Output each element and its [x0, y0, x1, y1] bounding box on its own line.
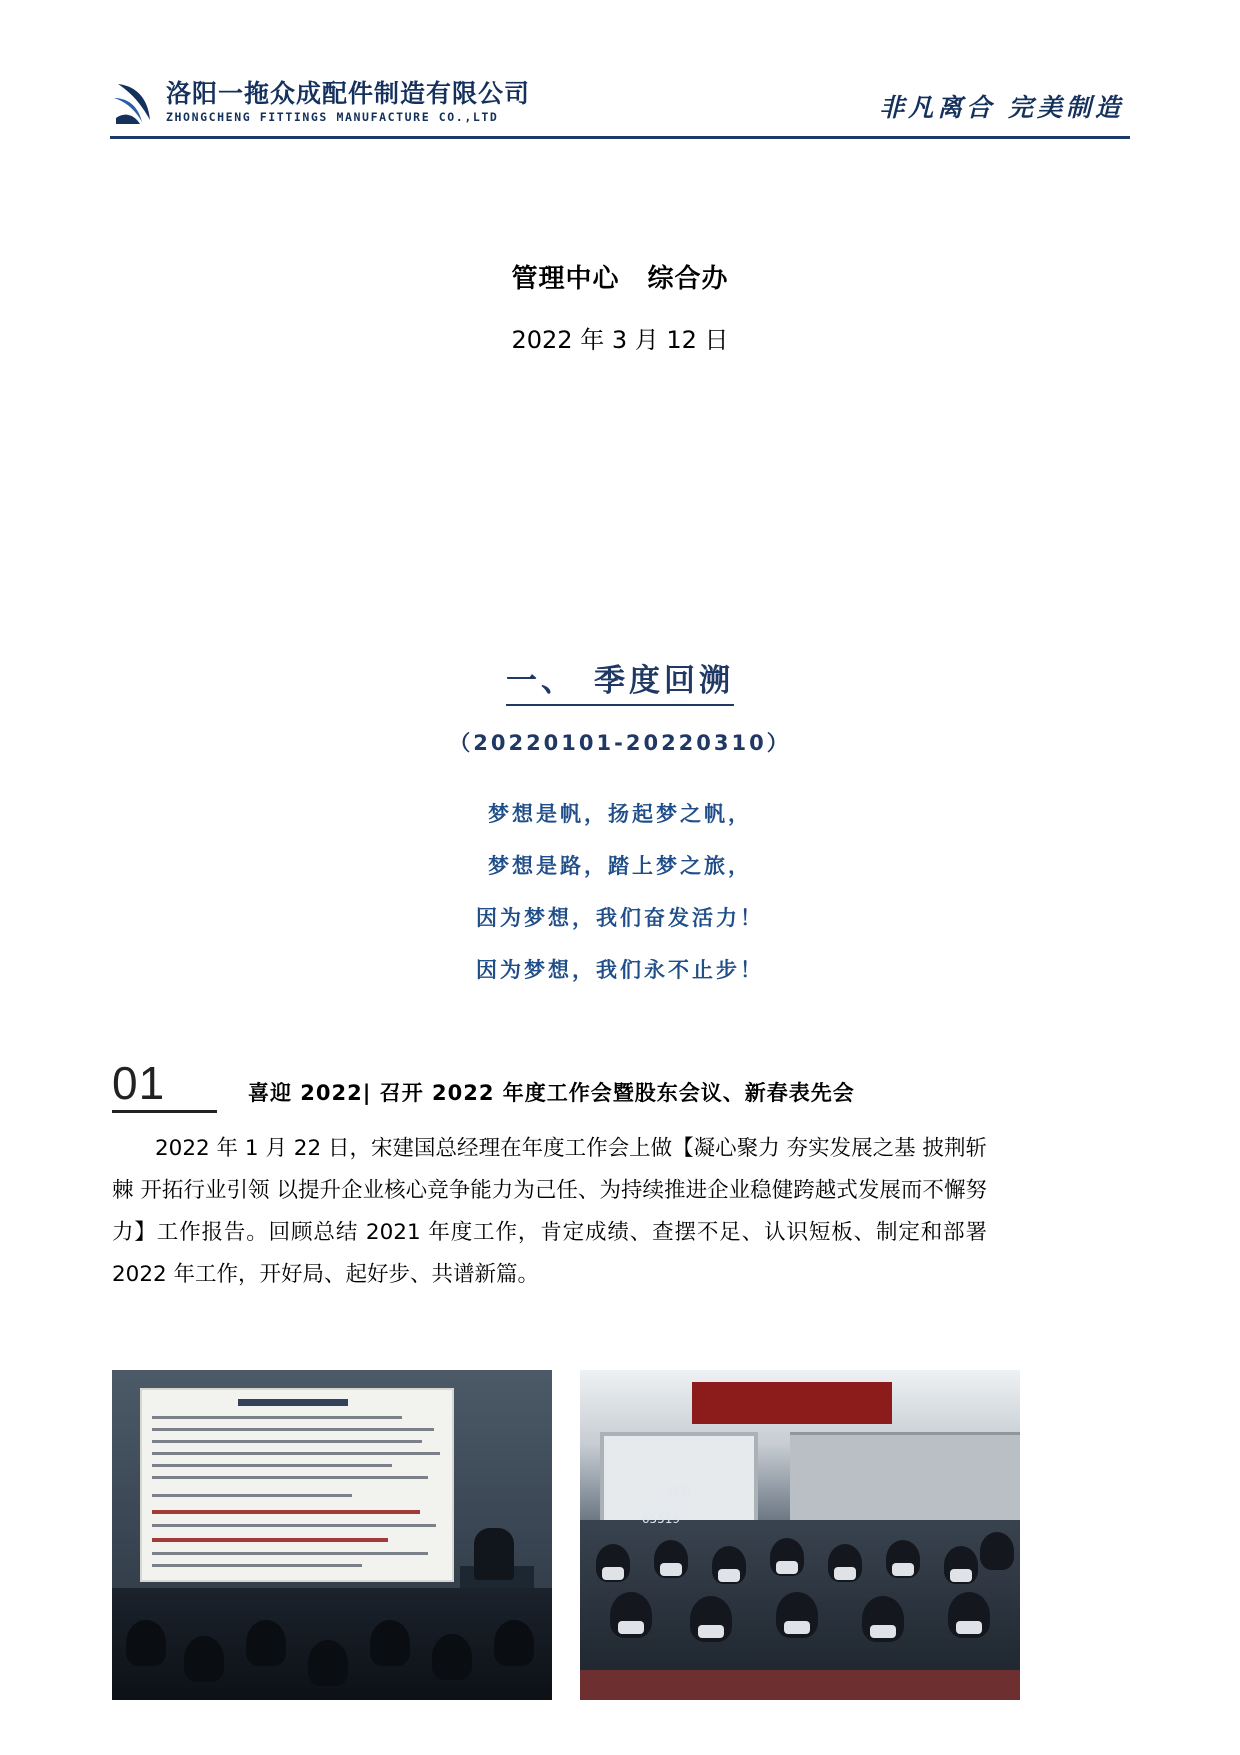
section-date-range: （20220101-20220310）: [449, 731, 791, 755]
poem-line: 梦想是路，踏上梦之旅，: [488, 854, 752, 878]
item-number-underline: [112, 1110, 217, 1113]
photo-presentation-slide: [112, 1370, 552, 1700]
item-body-text: 2022 年 1 月 22 日，宋建国总经理在年度工作会上做【凝心聚力 夯实发展之基 披荆斩棘 开拓行业引领 以提升企业核心竞争能力为己任、为持续推进企业稳健跨越式发展而不懈努力】工作报告。回顾总结 2021 年度工作，肯定成绩、查摆不足、认识短板、制定和部署 2022 年工作，开好局、起好步、共谱新篇。: [112, 1136, 987, 1287]
section-index: 一、: [506, 663, 576, 699]
company-name-block: [166, 81, 530, 122]
company-name-en: ZHONGCHENG FITTINGS MANUFACTURE CO.,LTD: [166, 109, 499, 124]
slide-screen: [140, 1388, 454, 1582]
swoosh-logo-icon: [110, 78, 156, 126]
photo-audience-auditorium: [580, 1370, 1020, 1700]
department-name: 管理中心: [511, 264, 620, 294]
department-line: [0, 258, 1240, 295]
item-number: 01: [112, 1057, 166, 1109]
section-title: 季度回溯: [594, 663, 734, 699]
photo-overlay-line1: 传真: [667, 1484, 692, 1498]
poem-line: 梦想是帆，扬起梦之帆，: [488, 802, 752, 826]
company-name-cn: 洛阳一拖众成配件制造有限公司: [166, 79, 531, 109]
poem-line: 因为梦想，我们奋发活力！: [476, 906, 764, 930]
header-divider: [110, 136, 1130, 139]
item-title: 喜迎 2022| 召开 2022 年度工作会暨股东会议、新春表先会: [248, 1081, 855, 1105]
page-header: [110, 78, 1130, 140]
company-logo: [110, 78, 530, 126]
section-heading: [0, 655, 1240, 706]
poem-line: 因为梦想，我们永不止步！: [476, 958, 764, 982]
photo-overlay-line2: 65519: [641, 1512, 680, 1526]
office-name: 综合办: [647, 264, 729, 294]
document-date: 2022 年 3 月 12 日: [511, 326, 729, 354]
company-slogan: 非凡离合 完美制造: [879, 93, 1124, 122]
poem-block: [0, 788, 1240, 996]
